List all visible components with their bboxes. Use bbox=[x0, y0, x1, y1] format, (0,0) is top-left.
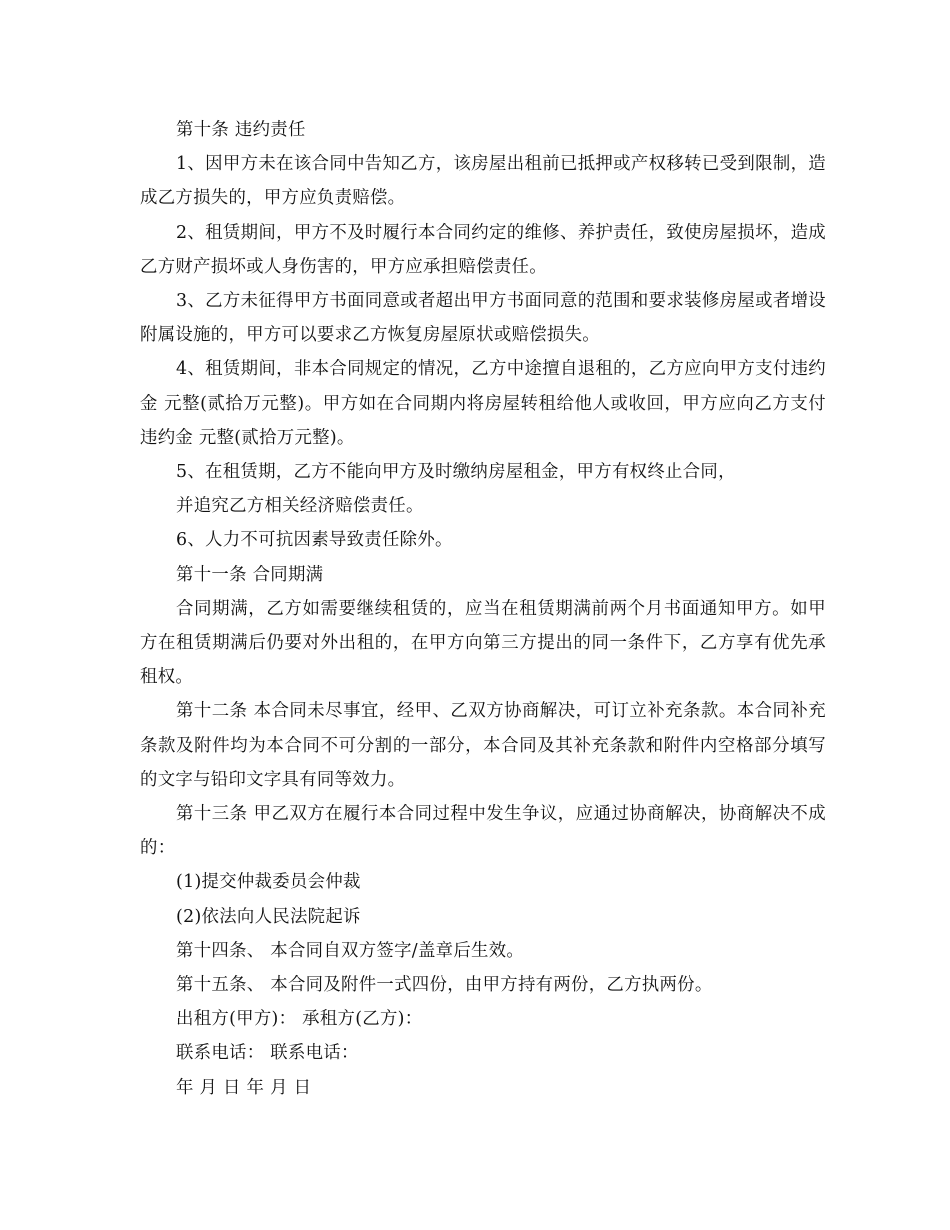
article-13-option-2: (2)依法向人民法院起诉 bbox=[176, 906, 361, 927]
article-14: 第十四条、 本合同自双方签字/盖章后生效。 bbox=[176, 940, 525, 961]
article-12: 第十二条 本合同未尽事宜，经甲、乙双方协商解决，可订立补充条款。本合同补充条款及附件均为本合同不可分割的一部分，本合同及其补充条款和附件内空格部分填写的文字与铅印文字具有同等效力。 bbox=[140, 701, 826, 790]
article-10-clause-3: 3、乙方未征得甲方书面同意或者超出甲方书面同意的范围和要求装修房屋或者增设附属设施的，甲方可以要求乙方恢复房屋原状或赔偿损失。 bbox=[140, 291, 826, 346]
article-10-heading: 第十条 违约责任 bbox=[176, 120, 306, 140]
article-10-clause-5: 5、在租赁期，乙方不能向甲方及时缴纳房屋租金，甲方有权终止合同， bbox=[176, 462, 736, 483]
article-10-clause-2: 2、租赁期间，甲方不及时履行本合同约定的维修、养护责任，致使房屋损坏，造成乙方财产损坏或人身伤害的，甲方应承担赔偿责任。 bbox=[140, 222, 826, 277]
article-10-clause-4: 4、租赁期间，非本合同规定的情况，乙方中途擅自退租的，乙方应向甲方支付违约金 元整(贰拾万元整)。甲方如在合同期内将房屋转租给他人或收回，甲方应向乙方支付违约金 元整(贰拾万元整)。 bbox=[140, 359, 826, 448]
article-15: 第十五条、 本合同及附件一式四份，由甲方持有两份，乙方执两份。 bbox=[176, 975, 713, 996]
signature-phones: 联系电话： 联系电话： bbox=[176, 1043, 359, 1064]
contract-body bbox=[140, 113, 826, 1105]
article-10-clause-5-continued: 并追究乙方相关经济赔偿责任。 bbox=[176, 496, 424, 517]
article-13: 第十三条 甲乙双方在履行本合同过程中发生争议，应通过协商解决，协商解决不成的： bbox=[140, 804, 826, 859]
signature-dates: 年 月 日 年 月 日 bbox=[176, 1077, 312, 1098]
signature-parties: 出租方(甲方)： 承租方(乙方)： bbox=[176, 1009, 423, 1030]
article-10-clause-6: 6、人力不可抗因素导致责任除外。 bbox=[176, 530, 453, 551]
article-10-clause-1: 1、因甲方未在该合同中告知乙方，该房屋出租前已抵押或产权移转已受到限制，造成乙方损失的，甲方应负责赔偿。 bbox=[140, 154, 826, 209]
article-11-heading: 第十一条 合同期满 bbox=[176, 564, 324, 585]
article-13-option-1: (1)提交仲裁委员会仲裁 bbox=[176, 872, 361, 893]
article-11-body: 合同期满，乙方如需要继续租赁的，应当在租赁期满前两个月书面通知甲方。如甲方在租赁期满后仍要对外出租的，在甲方向第三方提出的同一条件下，乙方享有优先承租权。 bbox=[140, 598, 826, 688]
